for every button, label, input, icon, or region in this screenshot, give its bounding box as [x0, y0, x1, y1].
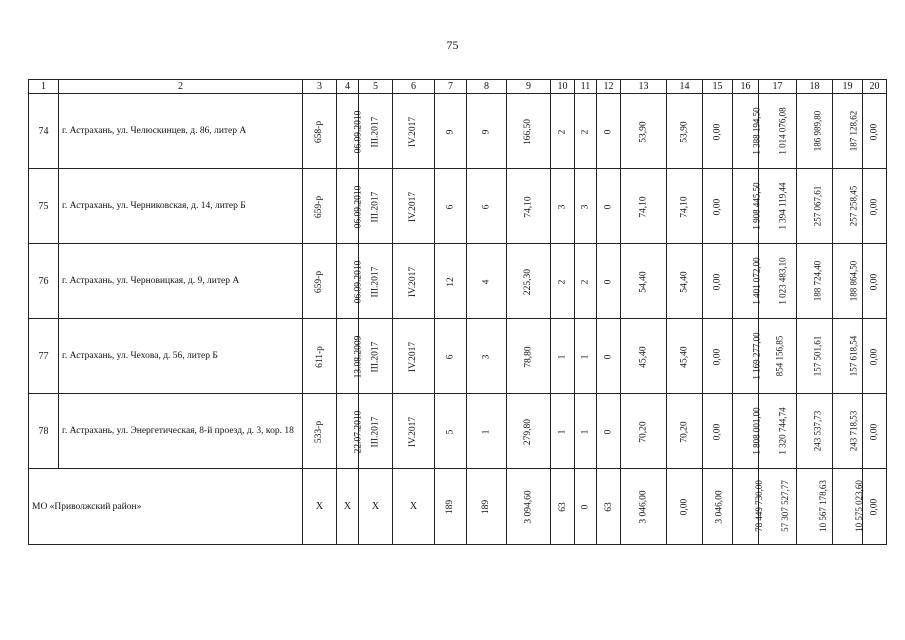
cell-value: 1 401 072,00	[751, 256, 762, 305]
cell-c19	[833, 319, 863, 394]
cell-doc	[303, 394, 337, 469]
cell-c17	[759, 94, 797, 169]
cell-value: 1 388 194,50	[751, 106, 762, 155]
cell-c18	[797, 244, 833, 319]
cell-c6	[393, 319, 435, 394]
table-row	[29, 319, 887, 394]
cell-c9	[507, 94, 551, 169]
cell-value: 3	[557, 204, 568, 209]
total-value: 3 094,60	[523, 490, 534, 524]
cell-value: 0,00	[712, 273, 723, 290]
cell-value: 1 394 119,44	[777, 182, 788, 229]
address-cell: г. Астрахань, ул. Энергетическая, 8-й проезд, д. 3, кор. 18	[59, 394, 303, 469]
cell-c19	[833, 394, 863, 469]
cell-c7	[435, 169, 467, 244]
cell-value: 659-р	[314, 195, 325, 218]
total-value: 57 307 527,77	[779, 480, 790, 532]
column-number-12: 12	[597, 80, 621, 94]
total-cell-c8	[467, 469, 507, 545]
cell-c11	[575, 94, 597, 169]
column-number-10: 10	[551, 80, 575, 94]
cell-value: 854 156,85	[774, 335, 785, 376]
cell-date	[337, 319, 364, 394]
total-cell-c14	[667, 469, 703, 545]
cell-c12	[597, 394, 621, 469]
row-number: 75	[29, 169, 59, 244]
total-cell-c19	[833, 469, 863, 545]
cell-value: 0,00	[712, 123, 723, 140]
cell-c14	[667, 244, 703, 319]
table-row	[29, 394, 887, 469]
total-cell-c7	[435, 469, 467, 545]
cell-value: 1	[557, 354, 568, 359]
cell-doc	[303, 169, 337, 244]
cell-value: 1	[580, 429, 591, 434]
cell-c12	[597, 244, 621, 319]
row-number: 76	[29, 244, 59, 319]
cell-value: 2	[557, 129, 568, 134]
cell-value: 06.09.2010	[353, 185, 364, 228]
cell-value: 166,50	[523, 118, 534, 145]
cell-c8	[467, 94, 507, 169]
cell-value: 6	[481, 204, 492, 209]
cell-value: 0	[603, 354, 614, 359]
cell-value: 225,30	[523, 268, 534, 295]
total-value: Х	[409, 501, 418, 512]
cell-value: 257 067,61	[812, 185, 823, 226]
cell-c11	[575, 244, 597, 319]
cell-value: 187 128,62	[848, 110, 859, 151]
cell-value: 53,90	[679, 120, 690, 143]
column-number-3: 3	[303, 80, 337, 94]
cell-c16	[733, 394, 762, 469]
total-value: Х	[315, 501, 324, 512]
cell-value: 70,20	[638, 420, 649, 443]
page-number: 75	[446, 38, 459, 52]
cell-value: 279,80	[523, 418, 534, 445]
total-value: Х	[343, 501, 352, 512]
cell-value: 0	[603, 279, 614, 284]
column-number-1: 1	[29, 80, 59, 94]
cell-c13	[621, 94, 667, 169]
cell-value: 1 014 076,08	[777, 106, 788, 155]
cell-c9	[507, 169, 551, 244]
cell-value: 9	[481, 129, 492, 134]
total-value: 10 567 178,63	[817, 480, 828, 532]
cell-c16	[733, 319, 762, 394]
cell-value: 186 989,80	[812, 110, 823, 151]
cell-value: 2	[557, 279, 568, 284]
address-cell: г. Астрахань, ул. Чехова, д. 56, литер Б	[59, 319, 303, 394]
cell-value: 74,10	[638, 195, 649, 218]
column-number-14: 14	[667, 80, 703, 94]
cell-c15	[703, 169, 733, 244]
cell-value: 0	[603, 429, 614, 434]
column-number-9: 9	[507, 80, 551, 94]
cell-c20	[863, 244, 887, 319]
cell-c18	[797, 94, 833, 169]
cell-c20	[863, 94, 887, 169]
cell-value: IV.2017	[408, 266, 419, 297]
total-cell-c6	[393, 469, 435, 545]
total-cell-c11	[575, 469, 597, 545]
total-value: 0,00	[869, 498, 880, 516]
cell-value: 22.07.2010	[353, 410, 364, 453]
cell-c6	[393, 394, 435, 469]
cell-c7	[435, 94, 467, 169]
cell-value: 1 169 277,00	[751, 331, 762, 380]
cell-value: 74,10	[679, 195, 690, 218]
total-cell-c15	[703, 469, 733, 545]
column-number-19: 19	[833, 80, 863, 94]
cell-c14	[667, 94, 703, 169]
cell-value: IV.2017	[408, 341, 419, 372]
cell-c18	[797, 394, 833, 469]
total-value: 0,00	[679, 498, 690, 516]
cell-value: IV.2017	[408, 191, 419, 222]
cell-value: 5	[445, 429, 456, 434]
total-value: 63	[557, 502, 568, 512]
cell-value: 0,00	[869, 198, 880, 215]
column-number-15: 15	[703, 80, 733, 94]
cell-c15	[703, 319, 733, 394]
cell-c16	[733, 169, 762, 244]
cell-c13	[621, 169, 667, 244]
cell-c5	[359, 169, 393, 244]
column-number-row	[29, 80, 887, 94]
total-cell-c17	[759, 469, 797, 545]
cell-value: 611-р	[314, 345, 325, 368]
cell-c8	[467, 319, 507, 394]
column-number-13: 13	[621, 80, 667, 94]
cell-c10	[551, 319, 575, 394]
cell-value: 74,10	[523, 195, 534, 218]
total-cell-c18	[797, 469, 833, 545]
cell-value: 533-р	[314, 420, 325, 443]
cell-date	[337, 244, 364, 319]
cell-c5	[359, 319, 393, 394]
cell-value: 06.09.2010	[353, 110, 364, 153]
cell-c20	[863, 394, 887, 469]
total-value: 189	[481, 499, 492, 515]
cell-value: 3	[580, 204, 591, 209]
column-number-6: 6	[393, 80, 435, 94]
cell-value: 9	[445, 129, 456, 134]
cell-c16	[733, 94, 762, 169]
cell-value: IV.2017	[408, 416, 419, 447]
cell-value: 0,00	[869, 423, 880, 440]
address-cell: г. Астрахань, ул. Челюскинцев, д. 86, литер А	[59, 94, 303, 169]
column-number-8: 8	[467, 80, 507, 94]
column-number-17: 17	[759, 80, 797, 94]
cell-value: 243 718,53	[848, 410, 859, 451]
cell-c7	[435, 394, 467, 469]
total-value: 78 449 730,00	[753, 480, 764, 532]
cell-c6	[393, 244, 435, 319]
cell-value: 188 724,40	[812, 260, 823, 301]
total-cell-c5	[359, 469, 393, 545]
cell-value: 1	[481, 429, 492, 434]
cell-c15	[703, 244, 733, 319]
cell-value: 0,00	[712, 348, 723, 365]
cell-c5	[359, 244, 393, 319]
cell-value: 257 258,45	[848, 185, 859, 226]
cell-date	[337, 394, 364, 469]
row-number: 74	[29, 94, 59, 169]
cell-c17	[759, 169, 797, 244]
total-label: МО «Приволжский район»	[29, 469, 303, 545]
cell-value: III.2017	[370, 191, 381, 222]
cell-c19	[833, 244, 863, 319]
cell-c12	[597, 169, 621, 244]
column-number-4: 4	[337, 80, 359, 94]
cell-c15	[703, 394, 733, 469]
total-value: 3 046,00	[714, 490, 725, 524]
cell-value: 0,00	[869, 273, 880, 290]
cell-c16	[733, 244, 762, 319]
total-value: 189	[445, 499, 456, 515]
cell-c18	[797, 319, 833, 394]
cell-value: 659-р	[314, 270, 325, 293]
cell-c8	[467, 394, 507, 469]
cell-value: IV.2017	[408, 116, 419, 147]
cell-c20	[863, 169, 887, 244]
cell-value: 1 808 001,00	[751, 406, 762, 455]
cell-c10	[551, 169, 575, 244]
cell-value: 243 537,73	[812, 410, 823, 451]
cell-c8	[467, 169, 507, 244]
address-cell: г. Астрахань, ул. Черновицкая, д. 9, литер А	[59, 244, 303, 319]
cell-value: 54,40	[679, 270, 690, 293]
table-row	[29, 94, 887, 169]
cell-value: 2	[580, 279, 591, 284]
column-number-16: 16	[733, 80, 759, 94]
cell-value: 0,00	[869, 123, 880, 140]
cell-value: 45,40	[679, 345, 690, 368]
cell-c10	[551, 244, 575, 319]
cell-c6	[393, 169, 435, 244]
cell-value: III.2017	[370, 116, 381, 147]
cell-c5	[359, 394, 393, 469]
total-cell-c4	[337, 469, 359, 545]
cell-c15	[703, 94, 733, 169]
cell-value: 0,00	[712, 423, 723, 440]
cell-c14	[667, 394, 703, 469]
cell-value: 1 023 483,10	[777, 256, 788, 305]
cell-c9	[507, 394, 551, 469]
cell-c7	[435, 319, 467, 394]
register-table	[28, 79, 887, 545]
cell-value: III.2017	[370, 341, 381, 372]
total-value: 3 046,00	[638, 490, 649, 524]
cell-doc	[303, 94, 337, 169]
cell-c19	[833, 169, 863, 244]
total-cell-c10	[551, 469, 575, 545]
cell-c6	[393, 94, 435, 169]
cell-value: 12	[445, 276, 456, 287]
cell-value: 13.08.2009	[353, 335, 364, 378]
total-row	[29, 469, 887, 545]
row-number: 78	[29, 394, 59, 469]
cell-value: 658-р	[314, 120, 325, 143]
total-value: 10 575 023,60	[853, 480, 864, 532]
cell-c13	[621, 319, 667, 394]
address-cell: г. Астрахань, ул. Черниковская, д. 14, литер Б	[59, 169, 303, 244]
cell-value: 0,00	[712, 198, 723, 215]
column-number-5: 5	[359, 80, 393, 94]
cell-value: 70,20	[679, 420, 690, 443]
cell-value: 45,40	[638, 345, 649, 368]
cell-c12	[597, 319, 621, 394]
total-cell-c3	[303, 469, 337, 545]
total-value: 0	[580, 504, 591, 510]
cell-c20	[863, 319, 887, 394]
cell-c14	[667, 319, 703, 394]
cell-value: 54,40	[638, 270, 649, 293]
cell-c11	[575, 319, 597, 394]
cell-c9	[507, 319, 551, 394]
cell-c17	[759, 244, 797, 319]
table-row	[29, 244, 887, 319]
cell-c13	[621, 394, 667, 469]
cell-c12	[597, 94, 621, 169]
cell-value: 6	[445, 354, 456, 359]
column-number-7: 7	[435, 80, 467, 94]
cell-doc	[303, 319, 337, 394]
total-cell-c9	[507, 469, 551, 545]
cell-value: 1	[557, 429, 568, 434]
column-number-20: 20	[863, 80, 887, 94]
cell-c9	[507, 244, 551, 319]
cell-value: III.2017	[370, 266, 381, 297]
cell-c5	[359, 94, 393, 169]
cell-c11	[575, 169, 597, 244]
column-number-2: 2	[59, 80, 303, 94]
cell-value: 0	[603, 204, 614, 209]
row-number: 77	[29, 319, 59, 394]
cell-doc	[303, 244, 337, 319]
cell-value: 0	[603, 129, 614, 134]
cell-c19	[833, 94, 863, 169]
column-number-11: 11	[575, 80, 597, 94]
cell-value: 1 320 744,74	[777, 406, 788, 455]
total-cell-c16	[733, 469, 764, 545]
cell-value: 1 908 445,50	[751, 181, 762, 230]
cell-c8	[467, 244, 507, 319]
cell-date	[337, 94, 364, 169]
cell-c10	[551, 394, 575, 469]
cell-c14	[667, 169, 703, 244]
cell-value: 1	[580, 354, 591, 359]
cell-value: III.2017	[370, 416, 381, 447]
cell-value: 4	[481, 279, 492, 284]
cell-value: 06.09.2010	[353, 260, 364, 303]
cell-c17	[759, 394, 797, 469]
table-row	[29, 169, 887, 244]
cell-value: 6	[445, 204, 456, 209]
cell-date	[337, 169, 364, 244]
cell-value: 53,90	[638, 120, 649, 143]
cell-c11	[575, 394, 597, 469]
total-value: 63	[603, 502, 614, 512]
cell-c18	[797, 169, 833, 244]
cell-value: 2	[580, 129, 591, 134]
cell-value: 157 618,54	[848, 335, 859, 376]
cell-c7	[435, 244, 467, 319]
total-cell-c13	[621, 469, 667, 545]
cell-value: 157 501,61	[812, 335, 823, 376]
cell-c10	[551, 94, 575, 169]
cell-value: 188 864,50	[848, 260, 859, 301]
cell-c17	[759, 319, 797, 394]
cell-c13	[621, 244, 667, 319]
cell-value: 0,00	[869, 348, 880, 365]
total-cell-c20	[863, 469, 887, 545]
cell-value: 78,80	[523, 345, 534, 368]
total-cell-c12	[597, 469, 621, 545]
column-number-18: 18	[797, 80, 833, 94]
total-value: Х	[371, 501, 380, 512]
cell-value: 3	[481, 354, 492, 359]
